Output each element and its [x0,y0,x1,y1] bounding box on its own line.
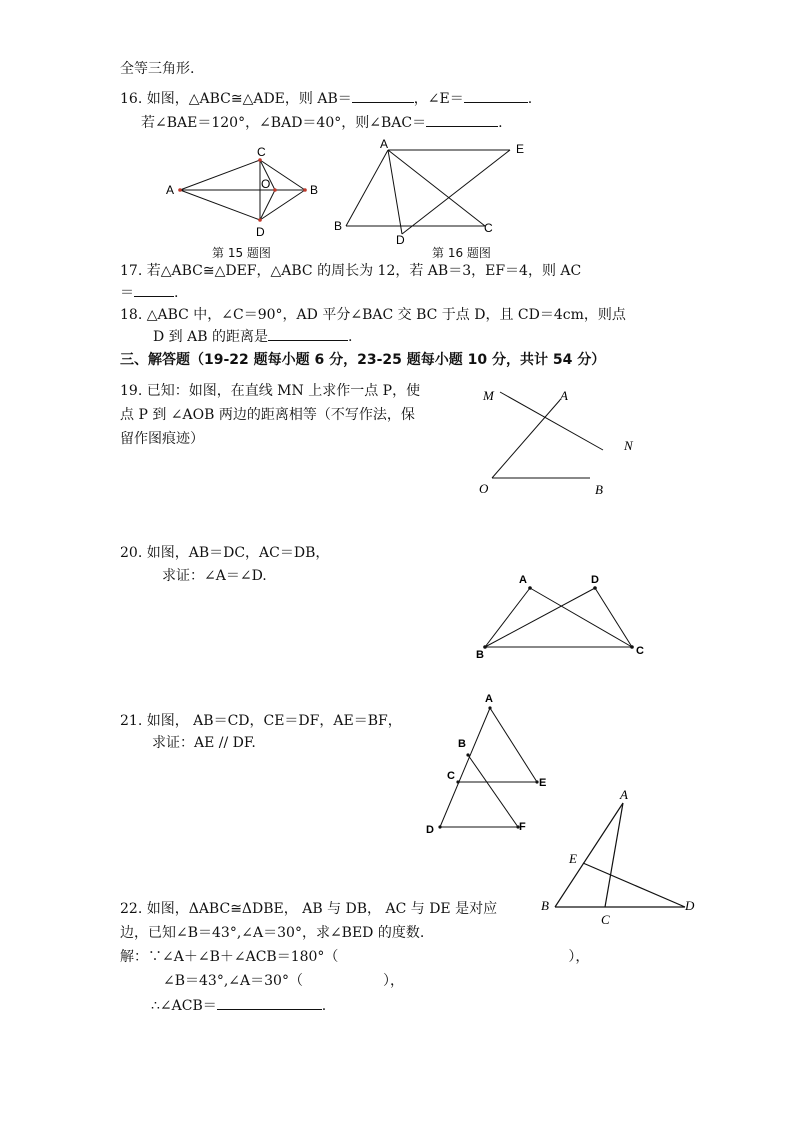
question-19-line-1: 19. 已知：如图，在直线 MN 上求作一点 P，使 [120,383,421,399]
figure-15 [160,140,330,240]
sol1-text: 解：∵∠A＋∠B＋∠ACB＝180°（ [120,949,339,965]
section-3-heading: 三、解答题（19-22 题每小题 6 分，23-25 题每小题 10 分，共计 54 分） [120,352,606,368]
f22-label-a: A [620,787,628,802]
question-22-line-2: 边，已知∠B＝43°,∠A＝30°，求∠BED 的度数. [120,925,425,941]
q16-text-a: 16. 如图，△ABC≅△ADE，则 AB＝ [120,91,352,107]
caption-fig-16: 第 16 题图 [432,246,491,260]
f16-label-a: A [380,137,389,151]
f15-label-a: A [166,183,175,197]
f21-label-f: F [519,821,526,833]
f16-label-e: E [516,142,525,156]
f15-label-d: D [256,225,265,239]
f21-label-c: C [447,770,455,782]
question-21-line-1: 21. 如图， AB＝CD，CE＝DF，AE＝BF， [120,713,402,729]
f20-label-a: A [519,574,527,586]
figure-19 [470,380,650,500]
q16-text-b: ，∠E＝ [413,91,464,107]
f20-label-b: B [476,649,484,661]
f19-label-m: M [483,388,494,403]
sol2-text: ∠B＝43°,∠A＝30°（ [163,973,303,989]
f19-label-b: B [595,482,603,497]
q16-blank-bac[interactable] [426,114,498,127]
f16-label-d: D [396,233,405,247]
question-20-line-2: 求证：∠A＝∠D. [162,568,267,584]
sol2-end: ）， [382,973,404,989]
f15-label-c: C [257,145,266,159]
question-17-line-1: 17. 若△ABC≅△DEF，△ABC 的周长为 12，若 AB＝3，EF＝4，则 AC [120,263,582,279]
q17-blank-ac[interactable] [134,284,174,297]
q17-text-b: ＝ [120,285,134,301]
f21-label-e: E [539,777,547,789]
question-22-line-1: 22. 如图，ΔABC≅ΔDBE， AB 与 DB， AC 与 DE 是对应 [120,901,498,917]
f15-label-o: O [261,177,271,191]
line-continuation: 全等三角形. [120,61,195,77]
question-16-line-1: 16. 如图，△ABC≅△ADE，则 AB＝ ，∠E＝ . [120,91,533,107]
question-17-line-2: ＝ . [120,285,179,301]
f22-label-c: C [601,912,610,927]
solution-line-1 [120,946,589,966]
question-19-line-2: 点 P 到 ∠AOB 两边的距离相等（不写作法，保 [120,407,415,423]
caption-fig-15: 第 15 题图 [212,246,271,260]
solution-line-3: ∴∠ACB＝ . [151,998,327,1014]
question-18-line-2: D 到 AB 的距离是 . [153,329,353,345]
q16-text-c: 若∠BAE＝120°，∠BAD＝40°，则∠BAC＝ [141,115,427,131]
f21-label-a: A [485,693,493,705]
q18-text-b: D 到 AB 的距离是 [153,329,268,345]
figure-20 [470,570,660,670]
figure-22 [535,785,705,930]
solution-line-2 [163,970,404,990]
f21-label-b: B [458,738,466,750]
q16-blank-e[interactable] [464,90,528,103]
sol3-blank-acb[interactable] [217,997,322,1010]
question-21-line-2: 求证：AE // DF. [152,735,256,751]
question-16-line-2: 若∠BAE＝120°，∠BAD＝40°，则∠BAC＝ . [141,115,503,131]
f19-label-a: A [560,388,568,403]
f22-label-d: D [685,898,695,913]
f15-label-b: B [310,183,319,197]
q18-blank-distance[interactable] [268,328,348,341]
f19-label-n: N [624,438,633,453]
f21-label-d: D [426,824,434,836]
sol3-text: ∴∠ACB＝ [151,998,217,1014]
sol1-end: ）， [568,949,590,965]
f22-label-e: E [569,851,577,866]
f22-label-b: B [541,898,549,913]
f20-label-d: D [591,574,599,586]
f19-label-o: O [479,481,489,496]
f16-label-c: C [484,221,493,235]
f16-label-b: B [334,219,343,233]
question-18-line-1: 18. △ABC 中，∠C＝90°，AD 平分∠BAC 交 BC 于点 D，且 CD＝4cm，则点 [120,307,626,323]
q16-blank-ab[interactable] [352,90,414,103]
question-19-line-3: 留作图痕迹） [120,431,204,447]
f20-label-c: C [636,645,644,657]
figure-16 [330,138,540,248]
question-20-line-1: 20. 如图，AB＝DC，AC＝DB， [120,545,330,561]
